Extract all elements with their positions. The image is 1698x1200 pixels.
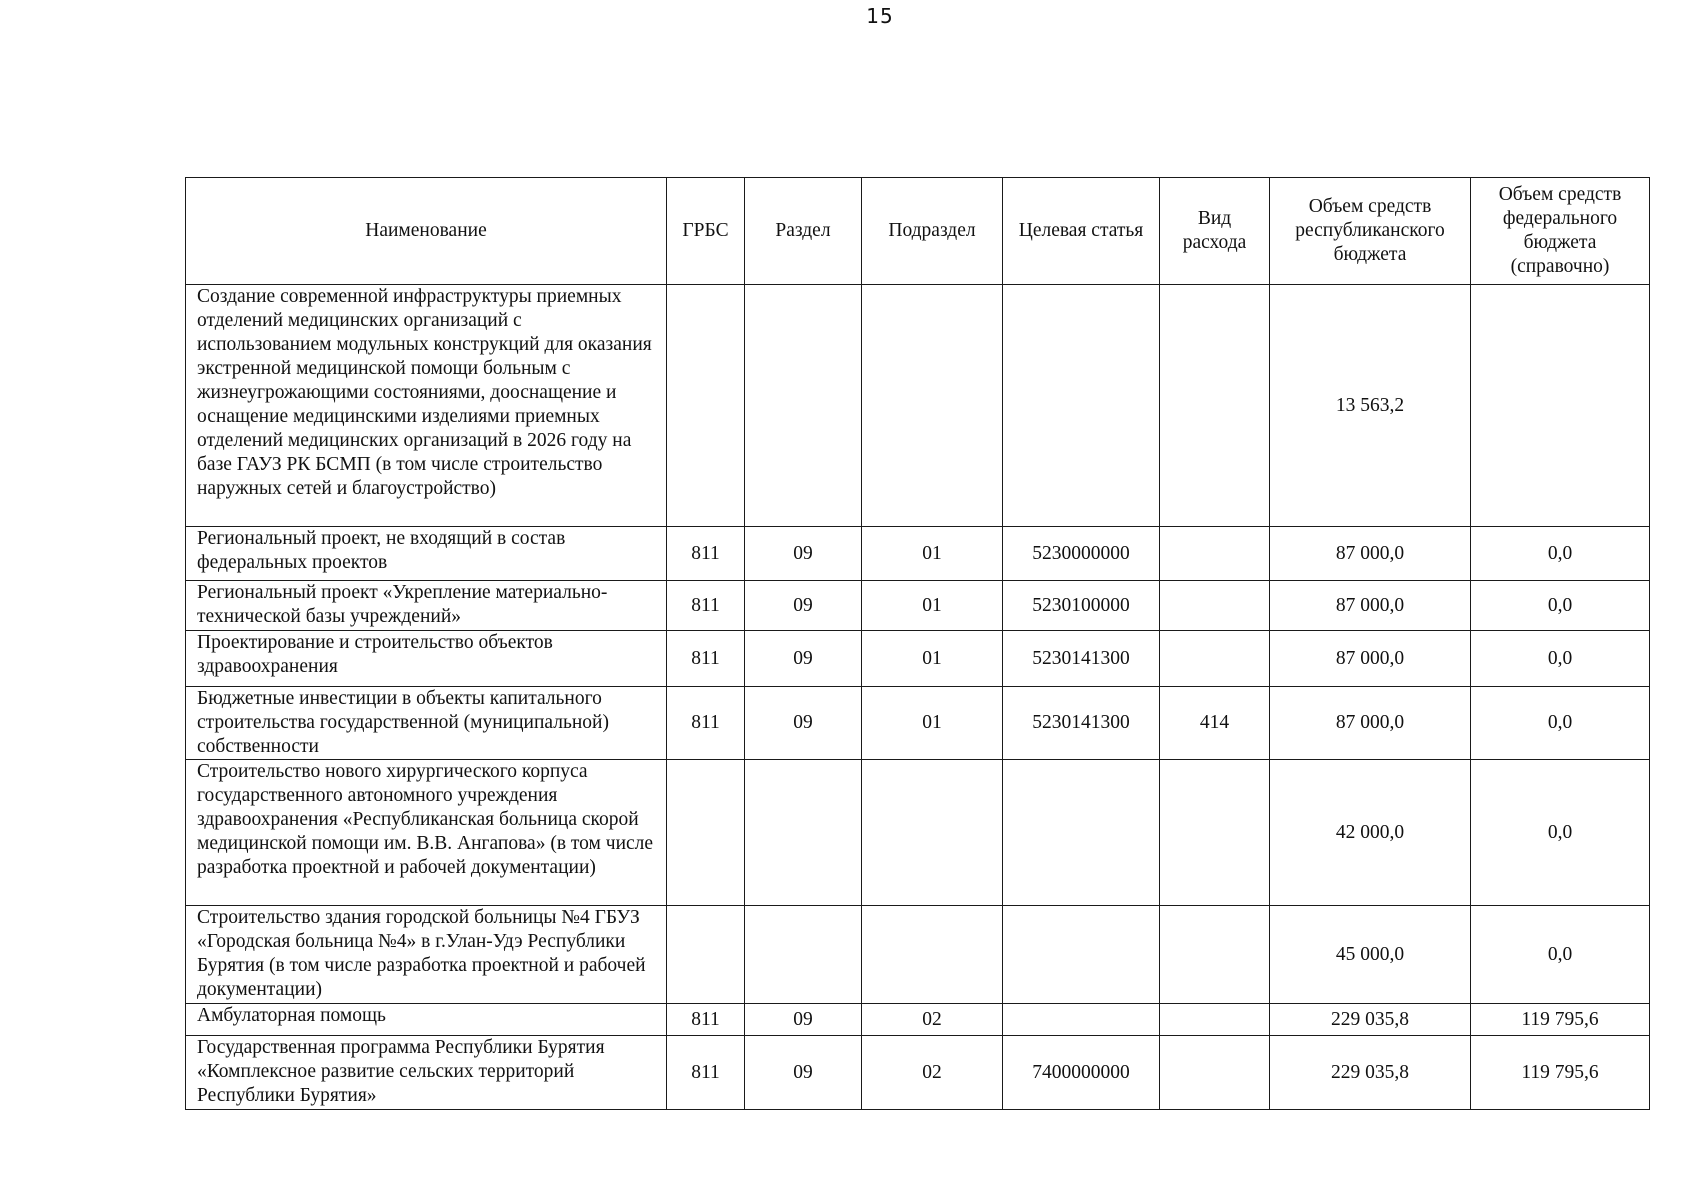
table-row [186,906,1650,1004]
cell-name: Создание современной инфраструктуры приемных отделений медицинских организаций с использованием модульных конструкций для оказания экстренной медицинской помощи больным с жизнеугрожающими состояниями, дооснащение и оснащение медицинскими изделиями приемных отделений медицинских организаций в 2026 году на базе ГАУЗ РК БСМП (в том числе строительство наружных сетей и благоустройство) [186,285,667,527]
cell-target-article: 5230141300 [1003,631,1160,687]
budget-table [185,177,1650,1110]
cell-target-article [1003,1004,1160,1036]
cell-federal-budget: 0,0 [1471,581,1650,631]
cell-section: 09 [745,1036,862,1110]
cell-name: Региональный проект, не входящий в состав федеральных проектов [186,527,667,581]
cell-name: Региональный проект «Укрепление материально-технической базы учреждений» [186,581,667,631]
cell-grbs [667,760,745,906]
header-section: Раздел [745,178,862,285]
cell-republican-budget: 13 563,2 [1270,285,1471,527]
cell-federal-budget [1471,285,1650,527]
cell-federal-budget: 0,0 [1471,760,1650,906]
cell-federal-budget: 0,0 [1471,906,1650,1004]
cell-expense-type [1160,1036,1270,1110]
cell-expense-type: 414 [1160,687,1270,760]
cell-expense-type [1160,906,1270,1004]
cell-section [745,285,862,527]
table-row [186,1036,1650,1110]
cell-republican-budget: 87 000,0 [1270,527,1471,581]
cell-expense-type [1160,631,1270,687]
cell-republican-budget: 87 000,0 [1270,687,1471,760]
table-row [186,760,1650,906]
cell-expense-type [1160,285,1270,527]
header-grbs: ГРБС [667,178,745,285]
cell-expense-type [1160,760,1270,906]
cell-grbs: 811 [667,581,745,631]
table-row [186,631,1650,687]
table-row [186,1004,1650,1036]
budget-table-container [185,177,1650,1110]
cell-grbs: 811 [667,631,745,687]
cell-name: Государственная программа Республики Бурятия «Комплексное развитие сельских территорий Республики Бурятия» [186,1036,667,1110]
table-row [186,581,1650,631]
header-republican-budget: Объем средств республиканского бюджета [1270,178,1471,285]
cell-federal-budget: 0,0 [1471,687,1650,760]
table-header-row [186,178,1650,285]
cell-federal-budget: 0,0 [1471,527,1650,581]
cell-target-article: 5230100000 [1003,581,1160,631]
header-target-article: Целевая статья [1003,178,1160,285]
cell-grbs: 811 [667,687,745,760]
cell-federal-budget: 119 795,6 [1471,1004,1650,1036]
cell-grbs: 811 [667,1004,745,1036]
cell-subsection: 02 [862,1004,1003,1036]
cell-subsection: 01 [862,581,1003,631]
page-number: 15 [866,4,894,28]
cell-target-article: 5230000000 [1003,527,1160,581]
cell-grbs [667,285,745,527]
cell-subsection [862,285,1003,527]
cell-grbs [667,906,745,1004]
cell-section: 09 [745,527,862,581]
table-row [186,687,1650,760]
cell-name: Бюджетные инвестиции в объекты капитального строительства государственной (муниципальной) собственности [186,687,667,760]
cell-target-article: 7400000000 [1003,1036,1160,1110]
cell-section [745,906,862,1004]
cell-expense-type [1160,1004,1270,1036]
cell-subsection [862,906,1003,1004]
cell-expense-type [1160,581,1270,631]
cell-republican-budget: 229 035,8 [1270,1004,1471,1036]
cell-republican-budget: 87 000,0 [1270,631,1471,687]
cell-target-article: 5230141300 [1003,687,1160,760]
cell-federal-budget: 119 795,6 [1471,1036,1650,1110]
table-row [186,285,1650,527]
cell-section [745,760,862,906]
cell-subsection: 01 [862,687,1003,760]
header-federal-budget: Объем средств федерального бюджета (справочно) [1471,178,1650,285]
header-name: Наименование [186,178,667,285]
cell-grbs: 811 [667,527,745,581]
header-expense-type: Вид расхода [1160,178,1270,285]
cell-grbs: 811 [667,1036,745,1110]
cell-expense-type [1160,527,1270,581]
cell-target-article [1003,906,1160,1004]
cell-republican-budget: 42 000,0 [1270,760,1471,906]
cell-section: 09 [745,581,862,631]
cell-section: 09 [745,687,862,760]
cell-republican-budget: 229 035,8 [1270,1036,1471,1110]
cell-section: 09 [745,1004,862,1036]
cell-name: Строительство нового хирургического корпуса государственного автономного учреждения здравоохранения «Республиканская больница скорой медицинской помощи им. В.В. Ангапова» (в том числе разработка проектной и рабочей документации) [186,760,667,906]
cell-subsection: 02 [862,1036,1003,1110]
header-subsection: Подраздел [862,178,1003,285]
cell-subsection: 01 [862,631,1003,687]
cell-republican-budget: 87 000,0 [1270,581,1471,631]
table-row [186,527,1650,581]
cell-target-article [1003,285,1160,527]
cell-section: 09 [745,631,862,687]
cell-name: Строительство здания городской больницы №4 ГБУЗ «Городская больница №4» в г.Улан-Удэ Республики Бурятия (в том числе разработка проектной и рабочей документации) [186,906,667,1004]
cell-name: Проектирование и строительство объектов здравоохранения [186,631,667,687]
cell-federal-budget: 0,0 [1471,631,1650,687]
cell-target-article [1003,760,1160,906]
cell-subsection [862,760,1003,906]
cell-name: Амбулаторная помощь [186,1004,667,1036]
cell-subsection: 01 [862,527,1003,581]
cell-republican-budget: 45 000,0 [1270,906,1471,1004]
